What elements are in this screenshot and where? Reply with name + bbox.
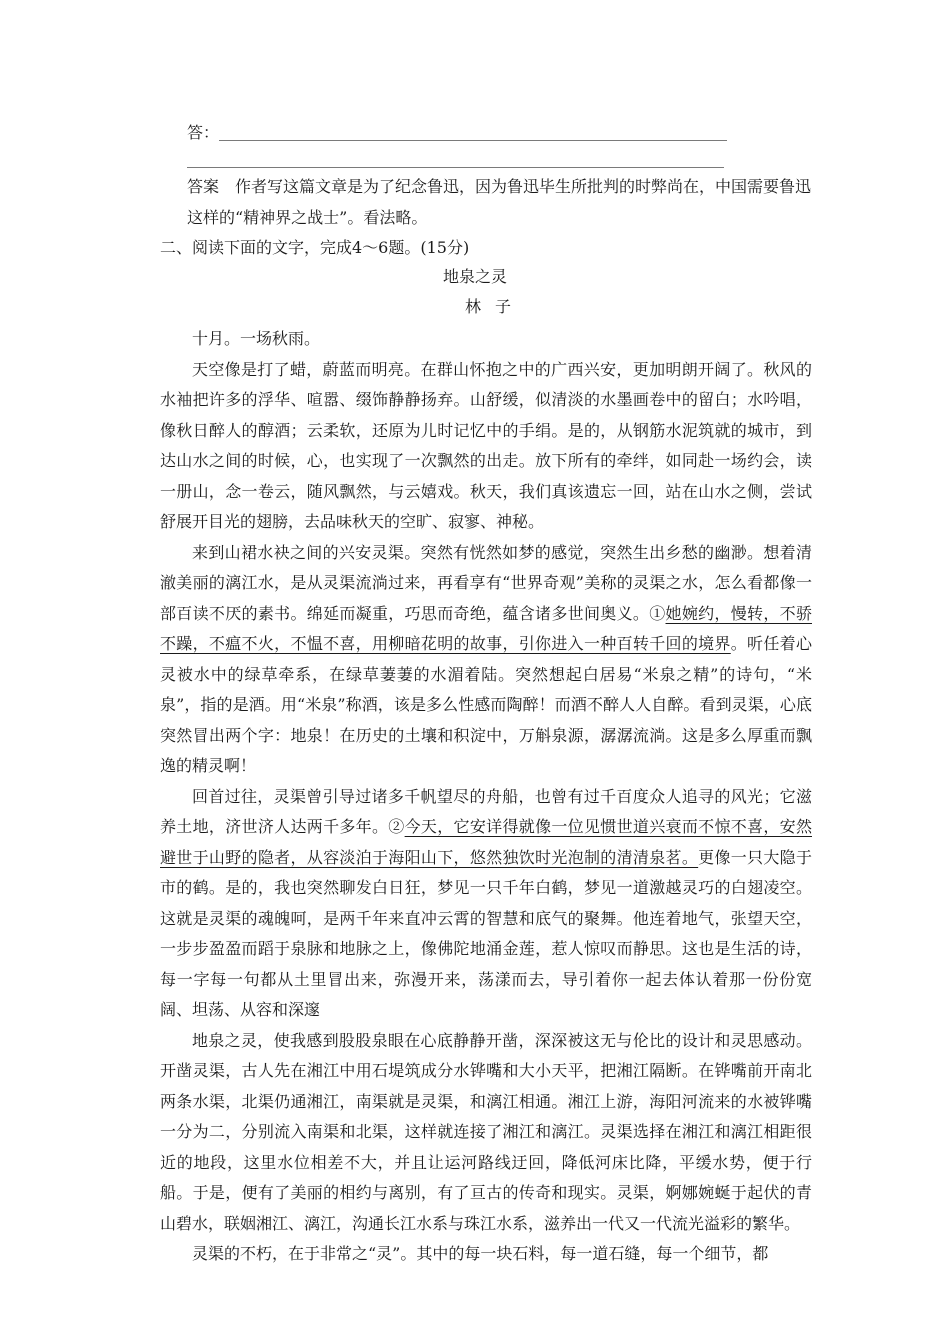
answer-key xyxy=(160,172,812,233)
paragraph-3-text-b: 。听任着心灵被水中的绿草牵系，在绿草萋萋的水湄着陆。突然想起白居易“米泉之精”的诗句，“米泉”，指的是酒。用“米泉”称酒，该是多么性感而陶醉！而酒不醉人人自醉。看到灵渠，心底突然冒出两个字：地泉！在历史的土壤和积淀中，万斛泉源，潺潺流淌。这是多么厚重而飘逸的精灵啊！ xyxy=(160,634,812,775)
answer-blank-line xyxy=(219,140,727,141)
paragraph-4 xyxy=(160,782,812,1026)
essay-author: 林子 xyxy=(464,297,525,316)
essay-title: 地泉之灵 xyxy=(442,267,507,286)
paragraph-1: 十月。一场秋雨。 xyxy=(192,329,321,348)
answer-blank-line-2 xyxy=(187,167,724,168)
paragraph-4-text-b: 更像一只大隐于市的鹤。是的，我也突然聊发白日狂，梦见一只千年白鹤，梦见一道激越灵巧的白翅凌空。这就是灵渠的魂魄呵，是两千年来直冲云霄的智慧和底气的聚舞。他连着地气，张望天空，一步步盈盈而蹈于泉脉和地脉之上，像佛陀地涌金莲，惹人惊叹而静思。这也是生活的诗，每一字每一句都从土里冒出来，弥漫开来，荡漾而去，导引着你一起去体认着那一份份宽阔、坦荡、从容和深邃 xyxy=(160,847,812,1019)
paragraph-4-text-a: 回首过往，灵渠曾引导过诸多千帆望尽的舟船，也曾有过千百度众人追寻的风光；它滋养土地，济世济人达两千多年。② xyxy=(160,786,812,836)
answer-key-text: 答案 作者写这篇文章是为了纪念鲁迅，因为鲁迅毕生所批判的时弊尚在，中国需要鲁迅这样的“精神界之战士”。看法略。 xyxy=(187,177,812,227)
paragraph-6: 灵渠的不朽，在于非常之“灵”。其中的每一块石料，每一道石缝，每一个细节，都 xyxy=(192,1244,769,1263)
underlined-sentence-2: 今天，它安详得就像一位见惯世道兴衰而不惊不喜，安然避世于山野的隐者，从容淡泊于海阳山下，悠然独饮时光泡制的清清泉茗。 xyxy=(160,817,812,867)
answer-label: 答： xyxy=(187,123,220,142)
section-heading xyxy=(160,233,812,264)
underlined-sentence-1: 她婉约，慢转，不骄不躁，不瘟不火，不愠不喜，用柳暗花明的故事，引你进入一种百转千回的境界 xyxy=(160,603,812,653)
paragraph-5: 地泉之灵，使我感到股股泉眼在心底静静开凿，深深被这无与伦比的设计和灵思感动。开凿灵渠，古人先在湘江中用石堤筑成分水铧嘴和大小天平，把湘江隔断。在铧嘴前开南北两条水渠，北渠仍通湘江，南渠就是灵渠，和漓江相通。湘江上游，海阳河流来的水被铧嘴一分为二，分别流入南渠和北渠，这样就连接了湘江和漓江。灵渠选择在湘江和漓江相距很近的地段，这里水位相差不大，并且让运河路线迂回，降低河床比降，平缓水势，便于行船。于是，便有了美丽的相约与离别，有了亘古的传奇和现实。灵渠，婀娜婉蜒于起伏的青山碧水，联姻湘江、漓江，沟通长江水系与珠江水系，滋养出一代又一代流光溢彩的繁华。 xyxy=(160,1030,812,1233)
paragraph-3-text-a: 来到山裙水袂之间的兴安灵渠。突然有恍然如梦的感觉，突然生出乡愁的幽渺。想着清澈美丽的漓江水，是从灵渠流淌过来，再看享有“世界奇观”美称的灵渠之水，怎么看都像一部百读不厌的素书。绵延而凝重，巧思而奇绝，蕴含诸多世间奥义。① xyxy=(160,542,812,623)
section-heading-text: 二、阅读下面的文字，完成4～6题。(15分) xyxy=(160,238,470,257)
paragraph-3 xyxy=(160,538,812,782)
essay-body xyxy=(160,324,812,1270)
answer-row xyxy=(187,118,727,148)
paragraph-2: 天空像是打了蜡，蔚蓝而明亮。在群山怀抱之中的广西兴安，更加明朗开阔了。秋风的水袖把许多的浮华、喧嚣、缀饰静静扬弃。山舒缓，似清淡的水墨画卷中的留白；水吟唱，像秋日醉人的醇酒；云柔软，还原为儿时记忆中的手绢。是的，从钢筋水泥筑就的城市，到达山水之间的时候，心，也实现了一次飘然的出走。放下所有的牵绊，如同赴一场约会，读一册山，念一卷云，随风飘然，与云嬉戏。秋天，我们真该遗忘一回，站在山水之侧，尝试舒展开目光的翅膀，去品味秋天的空旷、寂寥、神秘。 xyxy=(160,359,812,531)
